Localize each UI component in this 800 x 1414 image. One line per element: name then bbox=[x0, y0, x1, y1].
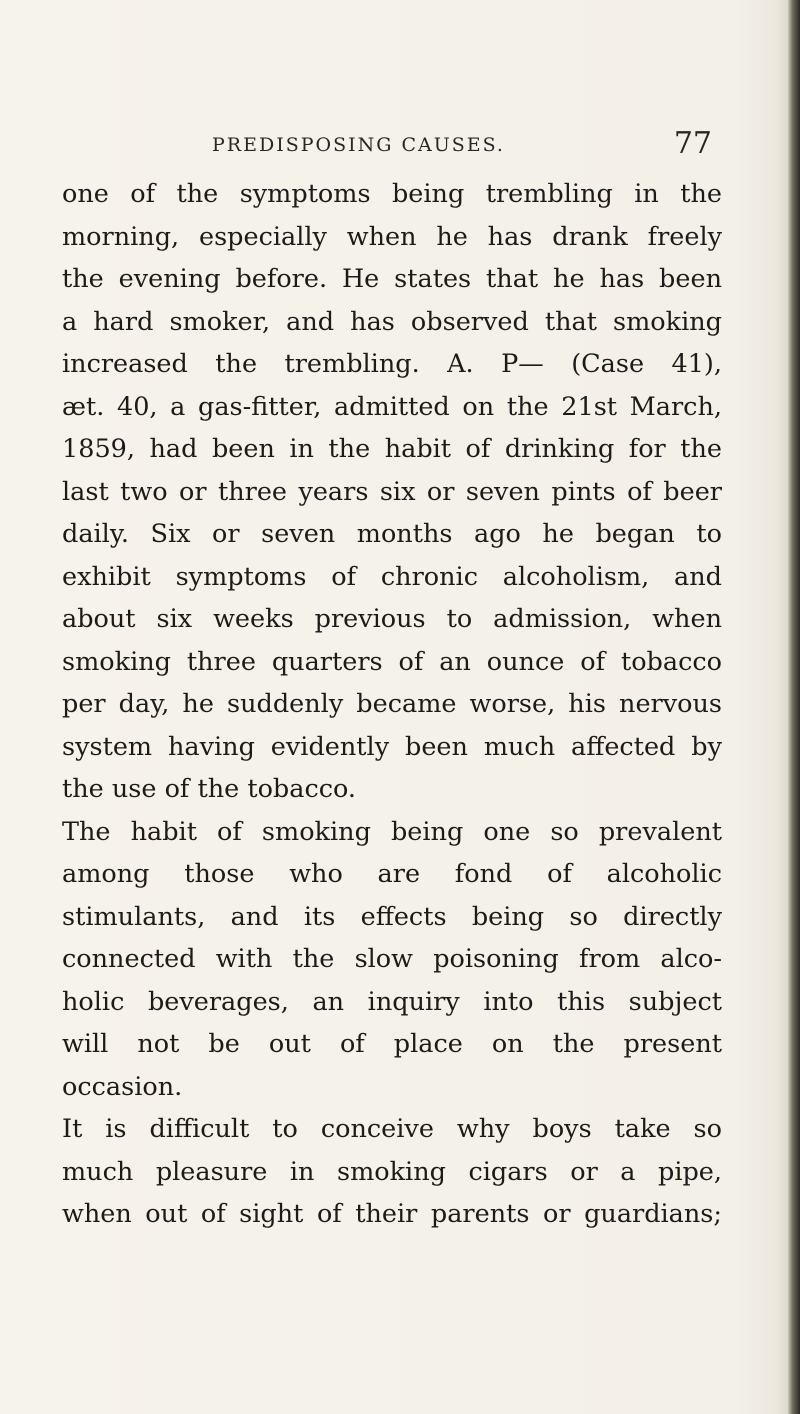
body-text bbox=[62, 173, 722, 1236]
text-line: per day, he suddenly became worse, his nervous bbox=[62, 689, 722, 719]
text-line: when out of sight of their parents or guardians; bbox=[62, 1199, 722, 1229]
text-line: about six weeks previous to admission, when bbox=[62, 604, 722, 634]
text-line: smoking three quarters of an ounce of tobacco bbox=[62, 646, 722, 677]
text-line: morning, especially when he has drank freely bbox=[62, 221, 722, 252]
text-line: connected with the slow poisoning from alco- bbox=[62, 944, 722, 974]
text-line: will not be out of place on the present bbox=[62, 1029, 722, 1059]
text-line: among those who are fond of alcoholic bbox=[62, 859, 722, 889]
text-line: daily. Six or seven months ago he began to bbox=[62, 519, 722, 549]
text-line: much pleasure in smoking cigars or a pipe, bbox=[62, 1156, 722, 1187]
text-line: one of the symptoms being trembling in the bbox=[62, 179, 722, 209]
text-line: last two or three years six or seven pints of beer bbox=[62, 476, 722, 507]
text-line: 1859, had been in the habit of drinking for the bbox=[62, 434, 722, 464]
page-number: 77 bbox=[673, 126, 712, 161]
text-line: the evening before. He states that he has been bbox=[62, 264, 722, 294]
page-edge-shadow bbox=[788, 0, 800, 1414]
text-line: æt. 40, a gas-fitter, admitted on the 21st March, bbox=[62, 391, 722, 422]
text-line: The habit of smoking being one so prevalent bbox=[62, 816, 722, 847]
text-line: a hard smoker, and has observed that smoking bbox=[62, 306, 722, 337]
text-line: occasion. bbox=[62, 1071, 183, 1102]
text-line: the use of the tobacco. bbox=[62, 774, 357, 804]
text-line: stimulants, and its effects being so directly bbox=[62, 901, 722, 932]
text-line: holic beverages, an inquiry into this subject bbox=[62, 986, 722, 1017]
text-line: increased the trembling. A. P— (Case 41), bbox=[62, 349, 722, 379]
text-line: It is difficult to conceive why boys take so bbox=[62, 1114, 722, 1144]
text-line: system having evidently been much affected by bbox=[62, 731, 722, 762]
text-line: exhibit symptoms of chronic alcoholism, and bbox=[62, 561, 722, 592]
running-head bbox=[62, 124, 712, 164]
running-title: PREDISPOSING CAUSES. bbox=[212, 134, 505, 156]
